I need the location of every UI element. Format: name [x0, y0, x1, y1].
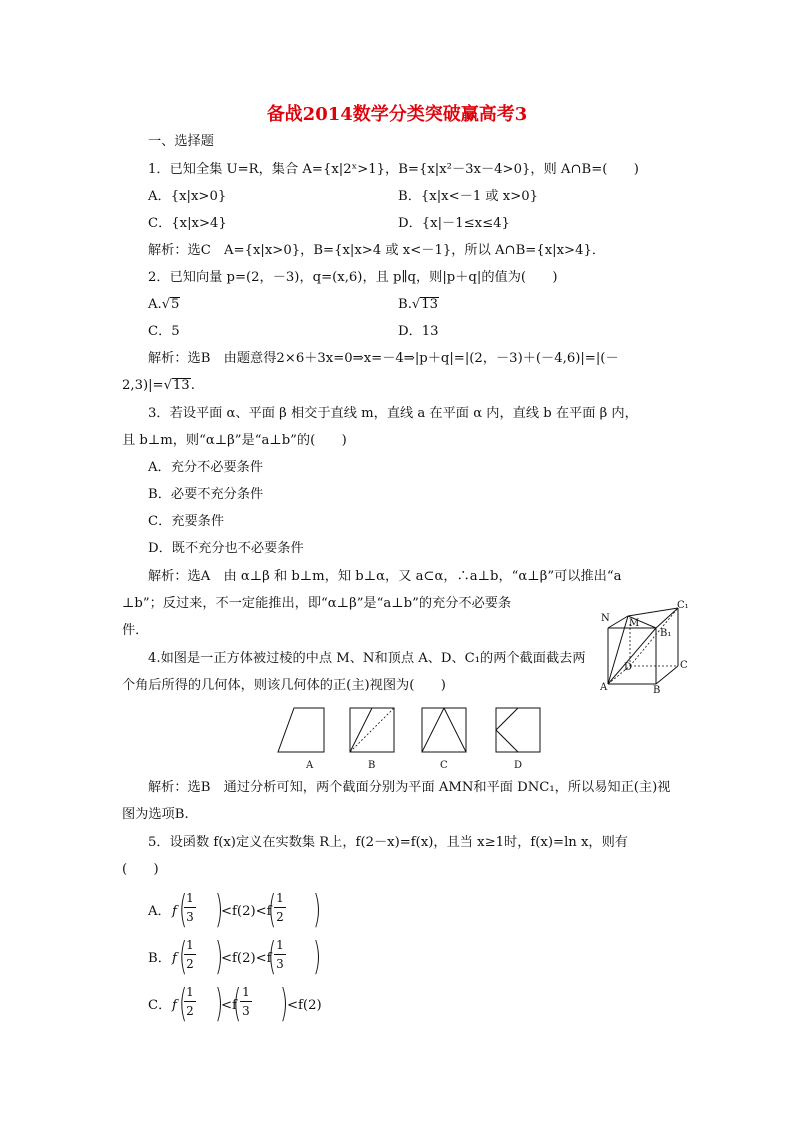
cube-label-b1: B₁	[660, 628, 672, 639]
q5-option-c-frac2	[240, 985, 252, 1018]
q3-option-a: A．充分不必要条件	[148, 460, 264, 475]
q5-option-c-f1: f	[172, 998, 177, 1013]
q3-stem-line2: 且 b⊥m，则“α⊥β”是“a⊥b”的( )	[122, 433, 347, 448]
q2-analysis-line2	[122, 377, 195, 395]
cube-label-a: A	[600, 682, 608, 693]
paren-close-icon: )	[215, 981, 224, 1025]
q4-analysis-line2: 图为选项B.	[122, 807, 189, 822]
q3-option-c: C．充要条件	[148, 514, 225, 529]
q3-stem-line1: 3．若设平面 α、平面 β 相交于直线 m，直线 a 在平面 α 内，直线 b 在平面 β 内，	[148, 406, 638, 421]
paren-open-icon: (	[179, 887, 188, 931]
denominator: 3	[242, 1004, 250, 1018]
q2-analysis-prefix: 2,3)|=	[122, 378, 164, 393]
q1-stem: 1．已知全集 U=R，集合 A={x|2ˣ>1}，B={x|x²－3x－4>0}，则 A∩B=( )	[148, 162, 639, 177]
q5-option-c-mid: <f	[221, 998, 237, 1013]
q2-analysis-suffix: .	[190, 378, 195, 393]
q2-option-d: D．13	[398, 324, 439, 339]
numerator: 1	[186, 938, 194, 952]
denominator: 3	[276, 957, 284, 971]
q5-stem-line2: ( )	[122, 862, 159, 877]
numerator: 1	[276, 938, 284, 952]
numerator: 1	[186, 985, 194, 999]
q5-option-b-mid: <f(2)<f	[221, 951, 272, 966]
cube-label-c: C	[680, 660, 688, 671]
cube-label-m: M	[629, 618, 640, 629]
q1-option-a: A．{x|x>0}	[148, 189, 227, 204]
paren-close-icon: )	[215, 887, 224, 931]
numerator: 1	[276, 891, 284, 905]
q2-option-b-label: B.	[398, 297, 412, 312]
q5-option-b-frac2	[274, 938, 286, 971]
cube-diagram	[600, 602, 692, 694]
q5-option-a-frac2	[274, 891, 286, 924]
paren-open-icon: (	[179, 934, 188, 978]
view-options-diagram	[276, 706, 558, 758]
paren-open-icon: (	[268, 887, 277, 931]
q5-option-b-label: B．	[148, 951, 171, 966]
paren-close-icon: )	[313, 887, 322, 931]
numerator: 1	[186, 891, 194, 905]
sqrt-icon: √	[161, 297, 171, 312]
paren-close-icon: )	[280, 981, 289, 1025]
q2-analysis-value: 13	[172, 378, 190, 393]
cube-label-d: D	[624, 662, 633, 673]
q2-stem: 2．已知向量 p=(2，－3)，q=(x,6)，且 p∥q，则|p＋q|的值为( )	[148, 270, 558, 285]
paren-close-icon: )	[313, 934, 322, 978]
q2-option-a-label: A.	[148, 297, 162, 312]
cube-label-b: B	[653, 685, 661, 696]
q4-analysis-line1: 解析：选B 通过分析可知，两个截面分别为平面 AMN和平面 DNC₁，所以易知正(主)视	[148, 780, 671, 795]
q5-option-a-label: A．	[148, 904, 171, 919]
q4-stem-line1: 4.如图是一正方体被过棱的中点 M、N和顶点 A、D、C₁的两个截面截去两	[148, 651, 586, 666]
cube-label-n: N	[601, 613, 610, 624]
page-title: 备战2014数学分类突破赢高考3	[266, 104, 528, 125]
q5-option-a-f1: f	[172, 904, 177, 919]
q2-option-b-value: 13	[421, 297, 438, 312]
view-label-d: D	[514, 760, 523, 771]
q1-analysis: 解析：选C A={x|x>0}，B={x|x>4 或 x<－1}，所以 A∩B={x|x>4}．	[148, 243, 606, 258]
paren-open-icon: (	[268, 934, 277, 978]
denominator: 2	[276, 910, 284, 924]
q1-option-c: C．{x|x>4}	[148, 216, 227, 231]
sqrt-icon: √	[411, 297, 421, 312]
q2-option-c: C．5	[148, 324, 180, 339]
paren-close-icon: )	[215, 934, 224, 978]
q3-analysis-line2: ⊥b”；反过来，不一定能推出，即“α⊥β”是“a⊥b”的充分不必要条	[122, 596, 512, 611]
view-label-b: B	[368, 760, 376, 771]
q1-option-b: B．{x|x<－1 或 x>0}	[398, 189, 539, 204]
cube-figure	[600, 602, 692, 694]
numerator: 1	[242, 985, 250, 999]
view-label-a: A	[306, 760, 314, 771]
q5-option-a-mid: <f(2)<f	[221, 904, 272, 919]
q3-analysis-line3: 件．	[122, 623, 149, 638]
q4-stem-line2: 个角后所得的几何体，则该几何体的正(主)视图为( )	[122, 678, 446, 693]
sqrt-icon: √	[163, 378, 172, 393]
q5-option-b-frac1	[184, 938, 196, 971]
cube-label-c1: C₁	[677, 600, 689, 611]
q5-option-b-f1: f	[172, 951, 177, 966]
denominator: 3	[186, 910, 194, 924]
q5-option-a-frac1	[184, 891, 196, 924]
view-options-figure	[276, 706, 558, 772]
q2-option-a-value: 5	[171, 297, 180, 312]
q1-option-d: D．{x|－1≤x≤4}	[398, 216, 510, 231]
section-heading: 一、选择题	[148, 134, 214, 149]
q5-stem-line1: 5．设函数 f(x)定义在实数集 R上，f(2－x)=f(x)，且当 x≥1时，f(x)=ln x，则有	[148, 835, 628, 850]
q5-option-c-label: C．	[148, 998, 172, 1013]
q2-option-b	[398, 296, 439, 314]
q2-option-a	[148, 296, 180, 314]
q3-option-b: B．必要不充分条件	[148, 487, 264, 502]
q5-option-c-frac1	[184, 985, 196, 1018]
paren-open-icon: (	[179, 981, 188, 1025]
q3-option-d: D．既不充分也不必要条件	[148, 541, 304, 556]
q2-analysis-line1: 解析：选B 由题意得2×6＋3x=0⇒x=－4⇒|p＋q|=|(2，－3)＋(－4,6)|=|(－	[148, 351, 619, 366]
paren-open-icon: (	[233, 981, 242, 1025]
q3-analysis-line1: 解析：选A 由 α⊥β 和 b⊥m，知 b⊥α，又 a⊂α，∴a⊥b，“α⊥β”可以推出“a	[148, 569, 622, 584]
q5-option-c-tail: <f(2)	[287, 998, 322, 1013]
denominator: 2	[186, 957, 194, 971]
view-label-c: C	[440, 760, 448, 771]
denominator: 2	[186, 1004, 194, 1018]
